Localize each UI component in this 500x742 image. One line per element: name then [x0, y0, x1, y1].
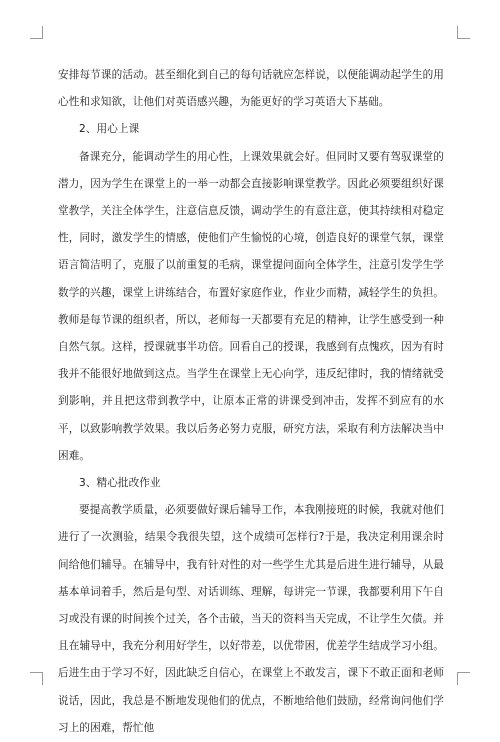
crop-mark-top-left: [30, 26, 43, 39]
section-heading-3: 3、精心批改作业: [79, 477, 161, 490]
document-body: [58, 62, 444, 742]
crop-mark-bottom-right: [457, 672, 470, 685]
crop-mark-bottom-left: [30, 672, 43, 685]
crop-mark-top-right: [457, 26, 470, 39]
section-heading-2: 2、用心上课: [79, 123, 140, 136]
paragraph-lecture: 备课充分，能调动学生的用心性，上课效果就会好。但同时又要有驾驭课堂的潜力，因为学生在课堂上的一举一动都会直接影响课堂教学。因此必须要组织好课堂教学，关注全体学生，注意信息反馈，调动学生的有意注意，使其持续相对稳定性，同时，激发学生的情感，使他们产生愉悦的心境，创造良好的课堂气氛，课堂语言简洁明了，克服了以前重复的毛病，课堂提问面向全体学生，注意引发学生学数学的兴趣，课堂上讲练结合，布置好家庭作业，作业少而精，减轻学生的负担。教师是每节课的组织者，所以，老师每一天都要有充足的精神，让学生感受到一种自然气氛。这样，授课就事半功倍。回看自己的授课，我感到有点愧疚，因为有时我并不能很好地做到这点。当学生在课堂上无心向学，违反纪律时，我的情绪就受到影响，并且把这带到教学中，让原本正常的讲课受到冲击，发挥不到应有的水平，以致影响教学效果。我以后务必努力克服，研究方法，采取有利方法解决当中困难。: [58, 150, 444, 462]
paragraph-homework: 要提高教学质量，必须要做好课后辅导工作，本我刚接班的时候，我就对他们进行了一次测验，结果令我很失望，这个成绩可怎样行?于是，我决定利用课余时间给他们辅导。在辅导中，我有针对性的对一些学生尤其是后进生进行辅导，从最基本单词着手，然后是句型、对话训练、理解，每讲完一节课，我都要利用下午自习或没有课的时间挨个过关，各个击破，当天的资料当天完成，不让学生欠债。并且在辅导中，我充分利用好学生，以好带差，以优带困，优差学生结成学习小组。后进生由于学习不好，因此缺乏自信心，在课堂上不敢发言，课下不敢正面和老师说话，因此，我总是不断地发现他们的优点，不断地给他们鼓励，经常询问他们学习上的困难，帮忙他: [58, 504, 444, 734]
paragraph-intro: 安排每节课的活动。甚至细化到自己的每句话就应怎样说，以便能调动起学生的用心性和求知欲，让他们对英语感兴趣，为能更好的学习英语大下基础。: [58, 69, 444, 109]
